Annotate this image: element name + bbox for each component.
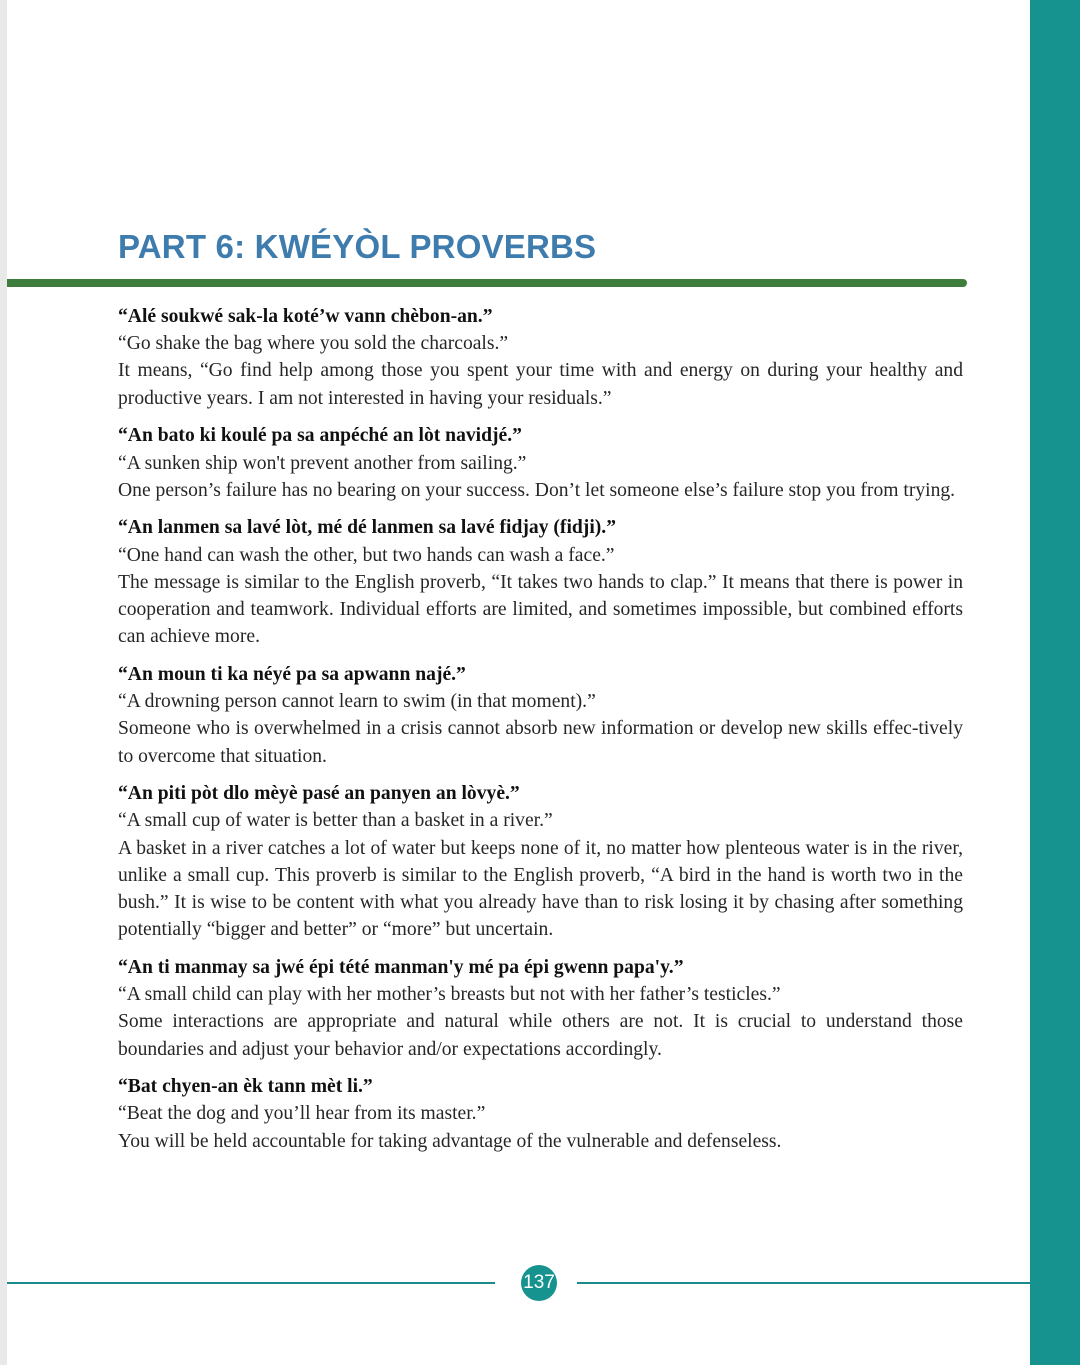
proverb-entry <box>118 661 963 770</box>
proverb-translation: “A small cup of water is better than a basket in a river.” <box>118 810 553 832</box>
proverb-meaning: The message is similar to the English proverb, “It takes two hands to clap.” It means that there is power in cooperation and teamwork. Individual efforts are limited, and sometimes impossible, but combined efforts can achieve more. <box>118 571 963 648</box>
proverb-translation: “Go shake the bag where you sold the charcoals.” <box>118 333 509 355</box>
proverb-entry <box>118 954 963 1063</box>
proverb-entry <box>118 514 963 650</box>
proverb-entry <box>118 1073 963 1155</box>
proverb-translation: “A small child can play with her mother’s breasts but not with her father’s testicles.” <box>118 984 781 1006</box>
proverb-text: “An ti manmay sa jwé épi tété manman'y mé pa épi gwenn papa'y.” <box>118 956 684 978</box>
proverb-meaning: One person’s failure has no bearing on your success. Don’t let someone else’s failure stop you from trying. <box>118 479 956 501</box>
footer-rule-right <box>577 1282 1030 1284</box>
proverb-meaning: Some interactions are appropriate and natural while others are not. It is crucial to understand those boundaries and adjust your behavior and/or expectations accordingly. <box>118 1011 963 1060</box>
document-page <box>7 0 1080 1365</box>
proverb-entry <box>118 303 963 412</box>
page-title: PART 6: KWÉYÒL PROVERBS <box>118 228 597 265</box>
proverb-translation: “A drowning person cannot learn to swim (in that moment).” <box>118 691 596 713</box>
proverb-meaning: Someone who is overwhelmed in a crisis cannot absorb new information or develop new skills effec-tively to overcome that situation. <box>118 718 963 767</box>
proverb-text: “Alé soukwé sak-la koté’w vann chèbon-an.” <box>118 306 493 327</box>
proverb-meaning: It means, “Go find help among those you spent your time with and energy on during your healthy and productive years. I am not interested in having your residuals.” <box>118 360 963 409</box>
proverb-text: “An bato ki koulé pa sa anpéché an lòt navidjé.” <box>118 425 522 447</box>
proverb-list <box>118 303 963 1165</box>
proverb-text: “An piti pòt dlo mèyè pasé an panyen an lòvyè.” <box>118 783 520 805</box>
proverb-entry <box>118 780 963 943</box>
proverb-text: “An moun ti ka néyé pa sa apwann najé.” <box>118 663 466 685</box>
proverb-meaning: You will be held accountable for taking advantage of the vulnerable and defenseless. <box>118 1130 782 1152</box>
proverb-text: “Bat chyen-an èk tann mèt li.” <box>118 1076 373 1098</box>
proverb-entry <box>118 422 963 504</box>
page-number-badge: 137 <box>521 1265 557 1301</box>
proverb-meaning: A basket in a river catches a lot of water but keeps none of it, no matter how plenteous water is in the river, unlike a small cup. This proverb is similar to the English proverb, “A bird in the hand is worth two in the bush.” It is wise to be content with what you already have than to risk losing it by chasing after something potentially “bigger and better” or “more” but uncertain. <box>118 837 963 941</box>
page-edge-bar <box>1030 0 1080 1365</box>
proverb-translation: “One hand can wash the other, but two hands can wash a face.” <box>118 544 615 566</box>
title-divider <box>7 279 967 287</box>
proverb-text: “An lanmen sa lavé lòt, mé dé lanmen sa lavé fidjay (fidji).” <box>118 517 616 539</box>
proverb-translation: “A sunken ship won't prevent another from sailing.” <box>118 452 527 474</box>
proverb-translation: “Beat the dog and you’ll hear from its master.” <box>118 1103 486 1125</box>
footer-rule-left <box>7 1282 495 1284</box>
